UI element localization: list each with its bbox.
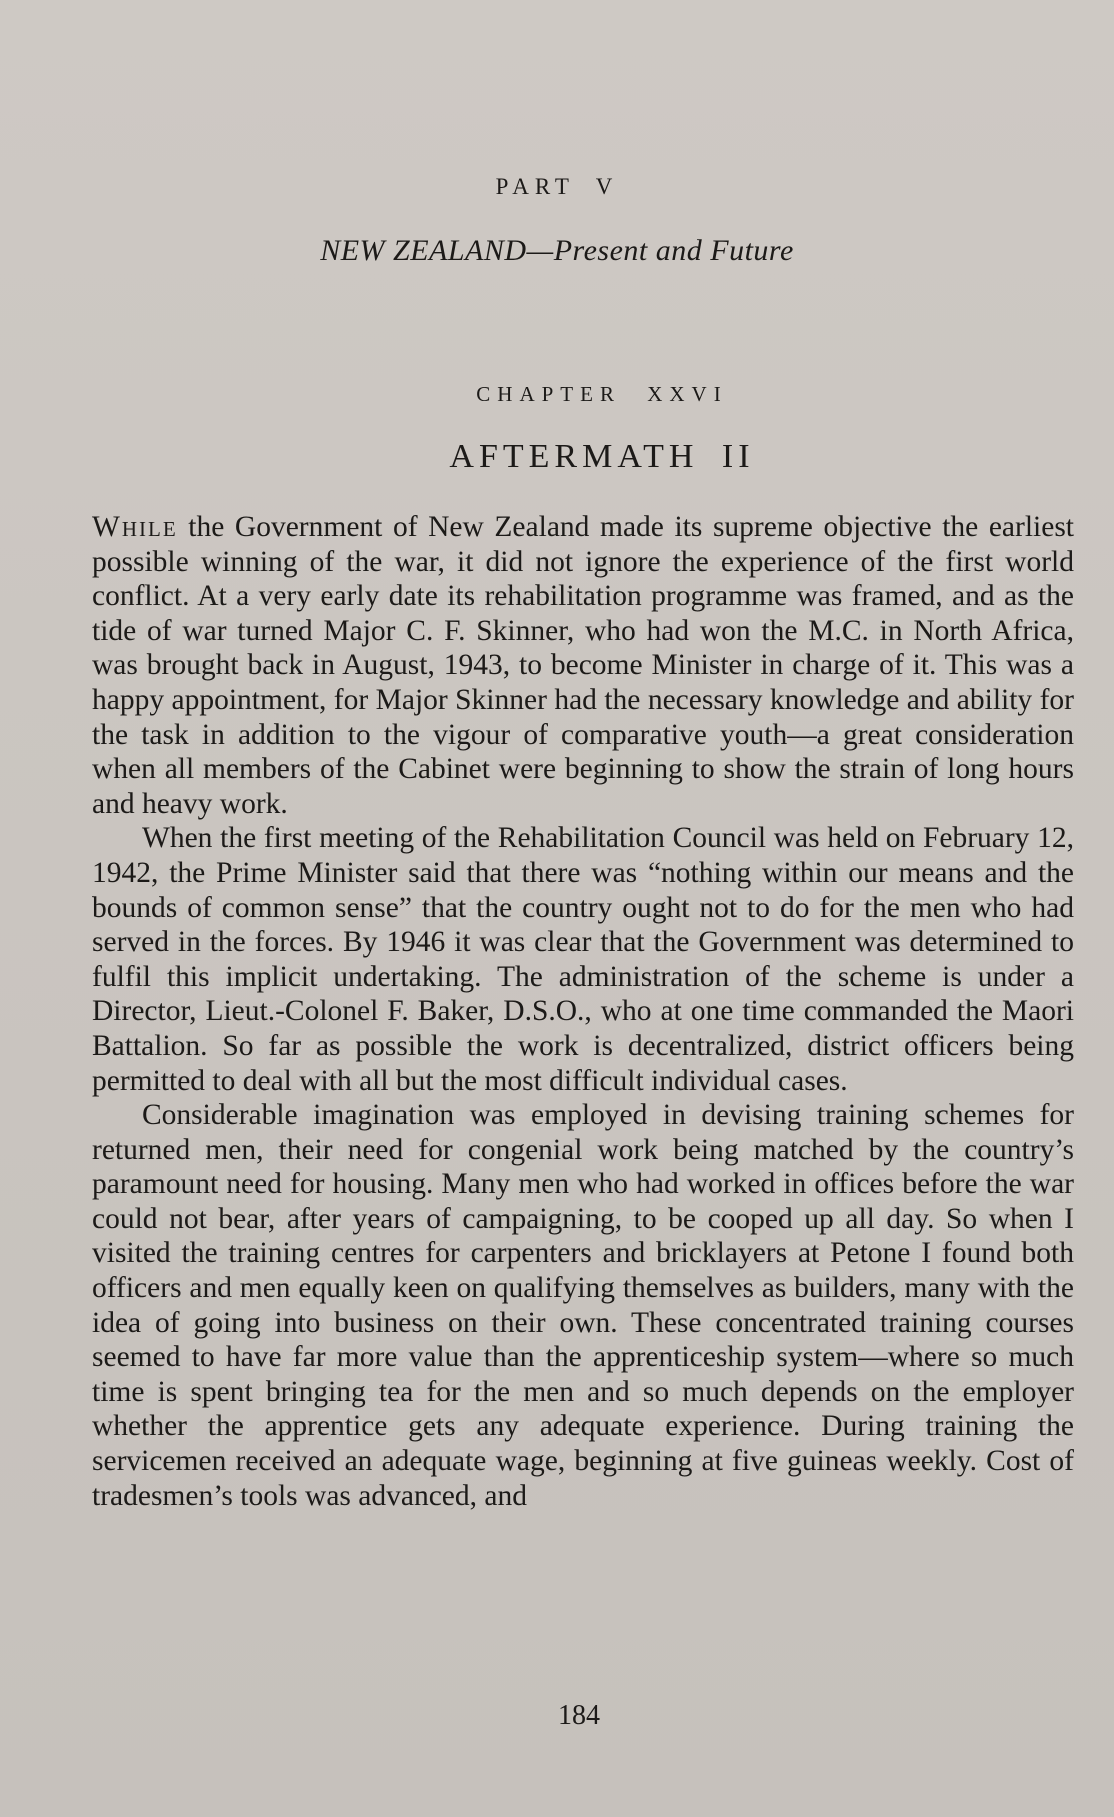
- part-title: NEW ZEALAND—Present and Future: [320, 234, 794, 267]
- body-text: [92, 510, 1074, 1513]
- paragraph-1-text: the Government of New Zealand made its supreme objective the earliest possible winning of the war, it did not ignore the experience of the first world conflict. At a very early date its rehabilitation programme was framed, and as the tide of war turned Major C. F. Skinner, who had won the M.C. in North Africa, was brought back in August, 1943, to become Minister in charge of it. This was a happy appointment, for Major Skinner had the necessary knowledge and ability for the task in addition to the vigour of comparative youth—a great consideration when all members of the Cabinet were beginning to show the strain of long hours and heavy work.: [92, 511, 1074, 820]
- part-label: PART V: [495, 174, 619, 199]
- paragraph-2: When the first meeting of the Rehabilitation Council was held on February 12, 1942, the Prime Minister said that there was “nothing within our means and the bounds of common sense” that the country ought not to do for the men who had served in the forces. By 1946 it was clear that the Government was determined to fulfil this implicit undertaking. The administration of the scheme is under a Director, Lieut.-Colonel F. Baker, D.S.O., who at one time commanded the Maori Battalion. So far as possible the work is decentralized, district officers being permitted to deal with all but the most difficult individual cases.: [92, 822, 1074, 1097]
- page-number: 184: [558, 1700, 600, 1731]
- paragraph-3: Considerable imagination was employed in devising training schemes for returned men, their need for congenial work being matched by the country’s paramount need for housing. Many men who had worked in offices before the war could not bear, after years of campaigning, to be cooped up all day. So when I visited the training centres for carpenters and bricklayers at Petone I found both officers and men equally keen on qualifying themselves as builders, many with the idea of going into business on their own. These concentrated training courses seemed to have far more value than the apprenticeship system—where so much time is spent bringing tea for the men and so much depends on the employer whether the apprentice gets any adequate experience. During training the servicemen received an adequate wage, beginning at five guineas weekly. Cost of tradesmen’s tools was advanced, and: [92, 1099, 1074, 1512]
- paragraph-1: [92, 510, 1074, 821]
- chapter-label: CHAPTER XXVI: [476, 382, 728, 406]
- chapter-title: AFTERMATH II: [449, 438, 755, 475]
- show-through-from-facing-page: [80, 58, 980, 358]
- paragraph-1-lead-word: While: [92, 511, 178, 543]
